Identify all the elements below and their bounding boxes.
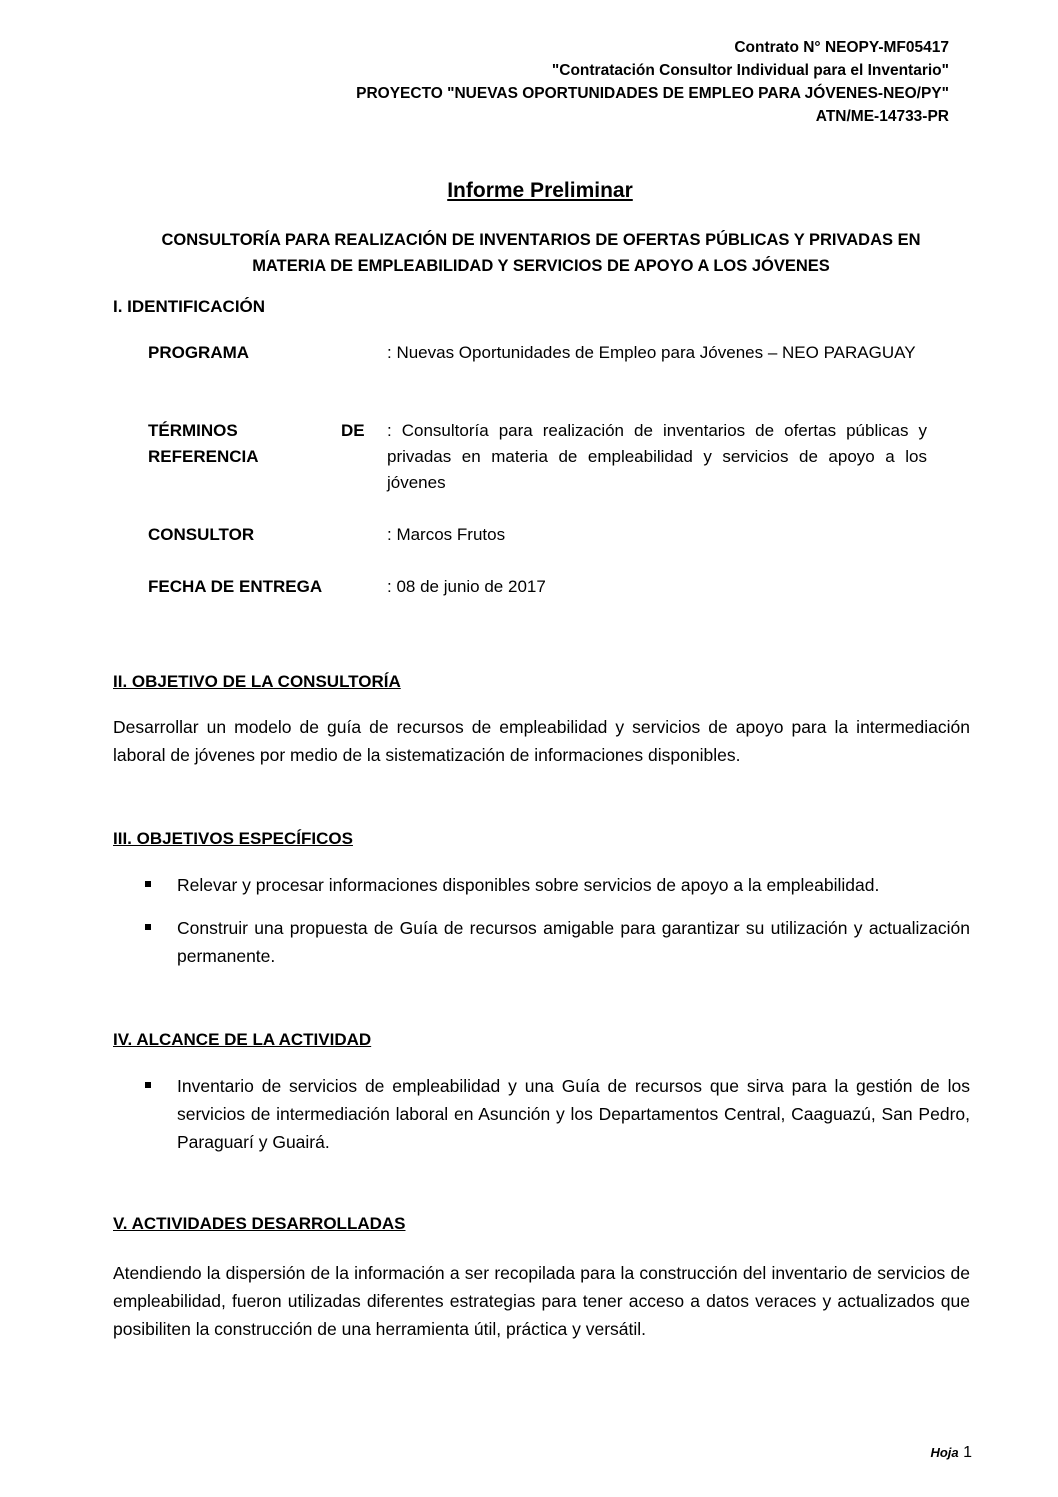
contract-description: "Contratación Consultor Individual para el Inventario" [551,62,949,79]
scope-item [145,1072,970,1156]
fecha-label: FECHA DE ENTREGA [148,577,323,596]
bullet-icon [145,881,151,887]
terminos-label-de: DE [341,421,365,440]
activities-heading: V. ACTIVIDADES DESARROLLADAS [113,1214,406,1233]
objective-heading: II. OBJETIVO DE LA CONSULTORÍA [113,672,401,691]
scope-text: Inventario de servicios de empleabilidad y una Guía de recursos que sirva para la gestión de los servicios de intermediación laboral en Asunción y los Departamentos Central, Caaguazú, San Pedro, Paraguarí y Guairá. [177,1076,970,1152]
subtitle-line-2: MATERIA DE EMPLEABILIDAD Y SERVICIOS DE APOYO A LOS JÓVENES [252,257,830,275]
terminos-value-text: : Consultoría para realización de inventarios de ofertas públicas y privadas en materia de empleabilidad y servicios de apoyo a los jóvenes [387,421,927,492]
programa-value [387,340,927,366]
specific-objective-item [145,914,970,970]
contract-header [89,36,949,128]
page-number: 1 [963,1444,972,1461]
terminos-label: TÉRMINOS [148,421,238,440]
contract-number: Contrato N° NEOPY-MF05417 [734,39,949,56]
bullet-icon [145,1082,151,1088]
programa-label: PROGRAMA [148,343,250,362]
specific-objective-text: Construir una propuesta de Guía de recursos amigable para garantizar su utilización y actualización permanente. [177,918,970,966]
objective-text: Desarrollar un modelo de guía de recursos de empleabilidad y servicios de apoyo para la intermediación laboral de jóvenes por medio de la sistematización de informaciones disponibles. [113,717,970,765]
specific-objective-text: Relevar y procesar informaciones disponibles sobre servicios de apoyo a la empleabilidad. [177,875,880,895]
document-subtitle [108,227,974,279]
scope-heading: IV. ALCANCE DE LA ACTIVIDAD [113,1030,372,1049]
consultor-label: CONSULTOR [148,525,255,544]
terminos-value [387,418,927,496]
bullet-icon [145,924,151,930]
fecha-value: : 08 de junio de 2017 [387,577,546,596]
specific-objective-item [145,871,970,899]
activities-text: Atendiendo la dispersión de la información a ser recopilada para la construcción del inventario de servicios de empleabilidad, fueron utilizadas diferentes estrategias para tener acceso a datos veraces y actualizados que posibiliten la construcción de una herramienta útil, práctica y versátil. [113,1263,970,1339]
referencia-label: REFERENCIA [148,447,259,466]
specific-objectives-heading: III. OBJETIVOS ESPECÍFICOS [113,829,353,848]
consultor-value: : Marcos Frutos [387,525,506,544]
subtitle-line-1: CONSULTORÍA PARA REALIZACIÓN DE INVENTARIOS DE OFERTAS PÚBLICAS Y PRIVADAS EN [161,231,921,249]
project-name: PROYECTO "NUEVAS OPORTUNIDADES DE EMPLEO PARA JÓVENES-NEO/PY" [356,85,949,102]
atn-code: ATN/ME-14733-PR [815,108,949,125]
identification-heading: I. IDENTIFICACIÓN [113,297,266,316]
document-title: Informe Preliminar [447,179,633,202]
page-footer [930,1444,972,1462]
programa-value-text: : Nuevas Oportunidades de Empleo para Jóvenes – NEO PARAGUAY [387,343,916,362]
hoja-label: Hoja [930,1445,959,1460]
